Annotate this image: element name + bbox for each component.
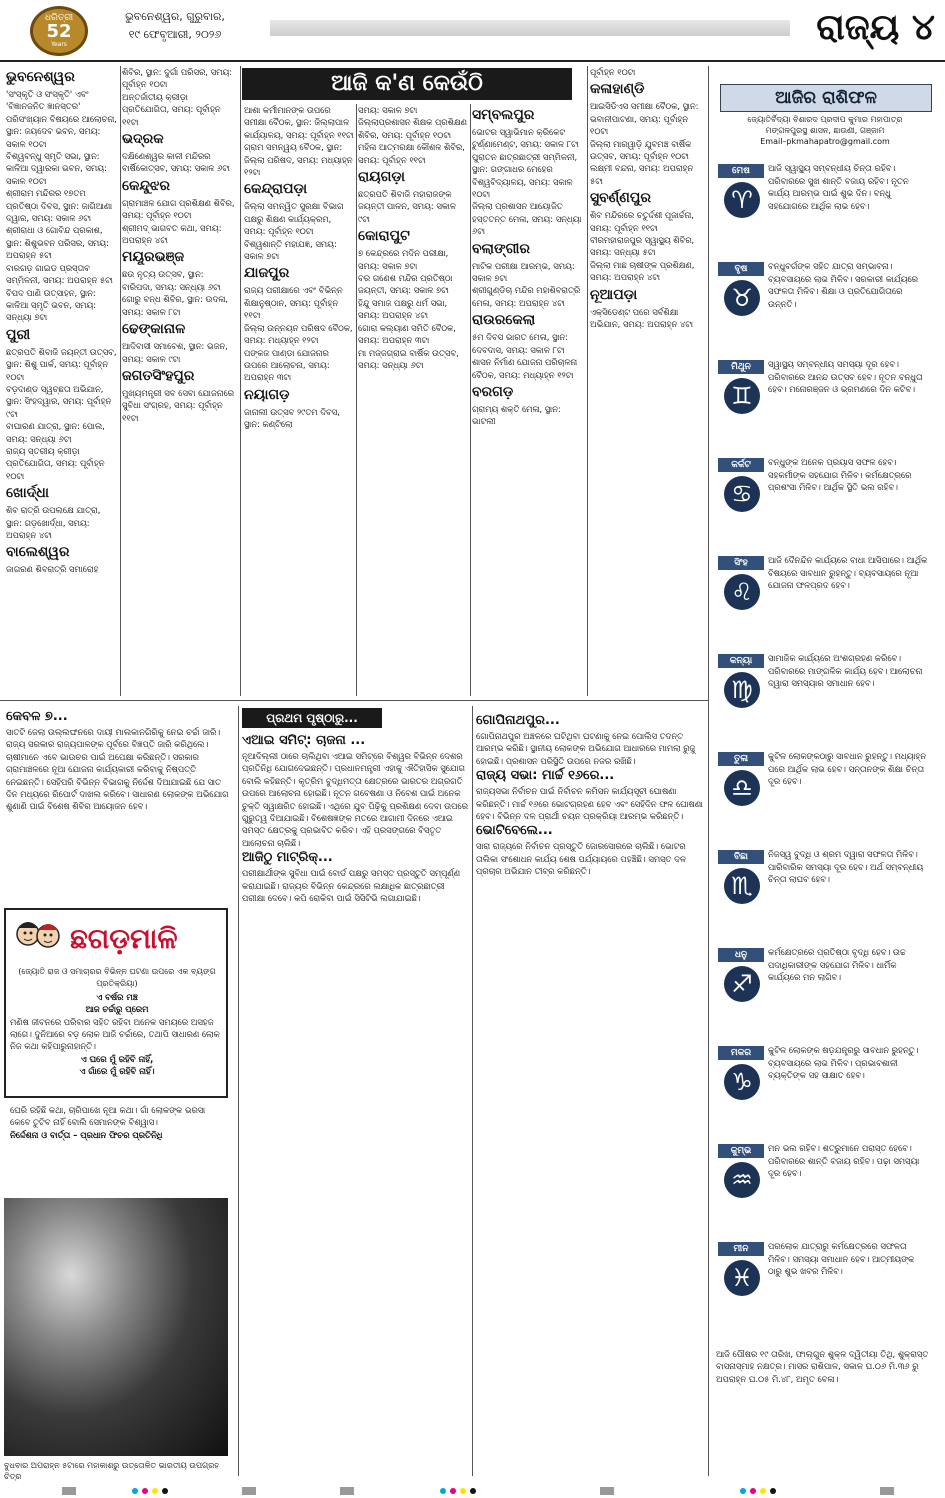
district-heading: ବଲାଙ୍ଗୀର [472, 240, 530, 257]
horoscope-sign [716, 454, 931, 546]
print-mark [600, 1487, 614, 1495]
story-matric-heading: ଆଜିଠୁ ମାଟ୍ରିକ୍... [242, 850, 333, 866]
district-heading: ବରଗଡ଼ [472, 383, 514, 400]
district-heading: ଯାଜପୁର [244, 265, 290, 282]
district-heading: ବାଲେଶ୍ୱର [6, 544, 70, 561]
event-item: ୭ କେନ୍ଦ୍ରରେ ମଦିନ ପରୀକ୍ଷା, ସମୟ: ସକାଳ ୭ଟା [358, 248, 449, 271]
column-divider [120, 66, 121, 696]
column-divider [238, 706, 239, 1476]
zodiac-icon: ♌ [724, 574, 760, 610]
event-item: ବୀରମହାରାଜପୁର ସ୍ୱାସ୍ଥ୍ୟ ଶିବିର, ସମୟ: ସନ୍ଧ୍ୟା ୫ଟା [590, 235, 695, 258]
zodiac-icon: ♓ [724, 1260, 760, 1296]
event-item: ଆଶା କର୍ମୀମାନଙ୍କ ଉପରେ ସମୀକ୍ଷା ବୈଠକ, ସ୍ଥାନ: ଜିଲ୍ଲାପାଳ କାର୍ଯ୍ୟାଳୟ, ସମୟ: ପୂର୍ବାହ୍ନ ୧୧ଟା [244, 105, 354, 140]
event-item: ବଡ଼ଦାଣ୍ଡ ସ୍ୱଚ୍ଛତା ଅଭିଯାନ, ସ୍ଥାନ: ସିଂହଦ୍ୱାର, ସମୟ: ପୂର୍ବାହ୍ନ ୯ଟା [6, 383, 112, 419]
sign-prediction: ମନ ଭଲ ରହିବ। ଶତ୍ରୁମାନେ ପରାସ୍ତ ହେବେ। ପରିବାରରେ ଶାନ୍ତି ବଜାୟ ରହିବ। ପଢ଼ା ସମସ୍ୟା ଦୂର ହେବ। [768, 1143, 920, 1178]
story-rajyasabha-heading: ରାଜ୍ୟ ସଭା: ମାର୍ଚ୍ଚ ୧୬ରେ... [476, 768, 615, 784]
sign-prediction: ବନ୍ଧୁବର୍ଗଙ୍କ ସହିତ ଯାତ୍ରା ସମ୍ଭାବନା। ବ୍ୟବସାୟରେ ଲାଭ ମିଳିବ। ସରକାରୀ କାର୍ଯ୍ୟରେ ସଫଳତା ମିଳିବ। ଶିକ୍ଷା ଓ ପ୍ରତିଯୋଗିତାରେ ଉନ୍ନତି। [768, 261, 919, 309]
event-item: ମା ମଜ୍ଜଗ୍ରାଇ ବାର୍ଷିକ ଉତ୍ସବ, ସମୟ: ସନ୍ଧ୍ୟା ୬ଟା [358, 347, 459, 370]
event-item: ଶ୍ରୀଗୁଣ୍ଡିଚା ମନ୍ଦିର ମହାଶିବରାତ୍ରି ମେଳା, ସମୟ: ଅପରାହ୍ନ ୪ଟା [472, 285, 581, 308]
event-item: ଭୋଟର ସ୍ୱାଭିମାନ କ୍ରିକେଟ ଟୁର୍ଣ୍ଣାମେଣ୍ଟ, ସମୟ: ସକାଳ ୮ଟା [472, 127, 579, 150]
event-item: ଜିଲ୍ଲା ପ୍ରଶାସନ ଆୟୋଜିତ ହସ୍ତତନ୍ତ ମେଳା, ସମୟ: ସନ୍ଧ୍ୟା ୬ଟା [472, 201, 582, 237]
print-mark [62, 1487, 76, 1495]
column-divider [470, 104, 471, 696]
dateline-date: ୧୯ ଫେବୃଆରୀ, ୨୦୨୬ [128, 28, 222, 41]
chhaga-continued [10, 1104, 228, 1192]
sign-name: ମିଥୁନ [718, 360, 764, 374]
story-kebala [6, 708, 234, 900]
print-mark-cyan [132, 1488, 138, 1494]
horoscope-title: ଆଜିର ରାଶିଫଳ [720, 84, 932, 112]
horoscope-sign [716, 944, 931, 1036]
zodiac-icon: ♏ [724, 868, 760, 904]
event-item: ଶ୍ରୀମଦ୍ ଭାଗବତ କଥା, ସମୟ: ଅପରାହ୍ନ ୪ଟା [122, 222, 222, 246]
story-kebala-text: ସାତଟି ଜେଲା ଉଲ୍ଲଙ୍ଘନରେ ଦାୟୀ ମାଲକାନଗିରିକୁ ନେଇ ଚର୍ଚ୍ଚା ଜାରି। ରାଜ୍ୟ ସରକାର ରାଜ୍ୟପାଳଙ୍କ ପୂର୍ବରେ ବିଜ୍ଞପ୍ତି ଜାରି କରିଥିଲେ। ଚାଷୀମାନେ ଏବେ ଭାଉଚର ପାଇଁ ଅପେକ୍ଷା କରିଛନ୍ତି। ସରକାର ଗ୍ରାମାଞ୍ଚଳରେ ନୂଆ ଯୋଜନା କାର୍ଯ୍ୟକାରୀ କରିବାକୁ ନିଷ୍ପତ୍ତି ନେଇଛନ୍ତି। ସେହିପରି ବିଭିନ୍ନ ବିଭାଗକୁ ନିର୍ଦ୍ଦେଶ ଦିଆଯାଇଛି ଯେ ସାତ ଦିନ ମଧ୍ୟରେ ରିପୋର୍ଟ ଦାଖଲ କରିବେ। ସାଧାରଣ ଲୋକଙ୍କ ଅଭିଯୋଗ ଶୁଣାଣି ପାଇଁ ବିଶେଷ ଶିବିର ଆୟୋଜନ ହେବ। [6, 727, 229, 812]
event-item: ପଙ୍କଜ ପାଣ୍ଡା ଯୋଜନାର ଉପରେ ଆଲୋଚନା, ସମୟ: ଅପରାହ୍ନ ୩ଟା [244, 347, 330, 383]
front-page-continued-banner: ପ୍ରଥମ ପୃଷ୍ଠାରୁ... [242, 708, 382, 728]
sign-name: ବୃଷ [718, 262, 764, 276]
sign-name: ମକର [718, 1046, 764, 1060]
event-item: ଗ୍ରାମ ସମନ୍ୱୟ ବୈଠକ, ସ୍ଥାନ: ଜିଲ୍ଲା ପରିଷଦ, ସମୟ: ମଧ୍ୟାହ୍ନ ୧୨ଟା [244, 142, 353, 178]
horoscope-sign [716, 1238, 931, 1330]
event-item: ଗ୍ରାମ୍ୟ ଶକ୍ତି ମେଳା, ସ୍ଥାନ: ଭାଟଲୀ [472, 403, 561, 427]
event-item: ଶିବିର, ସ୍ଥାନ: ଦୁର୍ଗା ପରିସର, ସମୟ: ପୂର୍ବାହ୍ନ ୧୦ଟା [122, 67, 233, 90]
event-item: ମାଟିକ ପରୀକ୍ଷା ଆରମ୍ଭ, ସମୟ: ସକାଳ ୭ଟା [472, 260, 575, 284]
chhaga-slogan: ଏ ଘରେ ମୁଁ ରହିବି ନାହିଁ, [80, 1053, 154, 1064]
district-heading: କଳାହାଣ୍ଡି [590, 81, 645, 98]
events-column-5 [472, 104, 584, 698]
event-item: ରାଜ୍ୟ ସ୍ତରୀୟ କ୍ରୀଡ଼ା ପ୍ରତିଯୋଗିତା, ସମୟ: ପୂର୍ବାହ୍ନ ୧୦ଟା [6, 445, 105, 481]
event-item: ଗ୍ରାମାଞ୍ଚଳ ଯୋଗ ପ୍ରଶିକ୍ଷଣ ଶିବିର, ସମୟ: ପୂର୍ବାହ୍ନ ୧୦ଟା [122, 197, 235, 221]
logo-text: ଧରିତ୍ରୀ [44, 13, 74, 23]
sign-prediction: କୁଟିଳ ଲୋକଙ୍କଠାରୁ ସାବଧାନ ରୁହନ୍ତୁ। ମଧ୍ୟାହ୍ନ ପରେ ଆର୍ଥିକ ଲାଭ ହେବ। ସନ୍ତାନଙ୍କ ଶିକ୍ଷା ଚିନ୍ତା ଦୂର ହେବ। [768, 751, 927, 786]
logo-number: 52 [46, 21, 72, 42]
district-heading: କେନ୍ଦୁଝର [122, 177, 171, 194]
zodiac-icon: ♋ [724, 476, 760, 512]
district-heading: ଖୋର୍ଦ୍ଧା [6, 485, 49, 502]
event-item: ଆଇସିଡିଏସ ସମୀକ୍ଷା ବୈଠକ, ସ୍ଥାନ: ଭବାନୀପାଟଣା, ସମୟ: ପୂର୍ବାହ୍ନ ୧୦ଟା [590, 101, 699, 137]
zodiac-icon: ♊ [724, 378, 760, 414]
district-heading: ଭୁବନେଶ୍ୱର [6, 69, 75, 85]
district-heading: ନୟାଗଡ଼ [244, 386, 290, 403]
district-heading: ରାଉରକେଲା [472, 312, 536, 329]
district-heading: ଢେଙ୍କାନାଳ [122, 321, 186, 338]
zodiac-icon: ♑ [724, 1064, 760, 1100]
horoscope-sign [716, 846, 931, 938]
chhaga-slogan: ଏ ଗାଁରେ ମୁଁ ରହିବି ନାହିଁ। [79, 1066, 155, 1077]
sign-name: ମେଷ [718, 164, 764, 178]
event-item: ମହିଳା ଆତ୍ମରକ୍ଷା କୌଶଳ ଶିବିର, ସମୟ: ପୂର୍ବାହ୍ନ ୧୧ଟା [358, 142, 465, 165]
logo-sub: Years [51, 41, 67, 48]
event-item: 'ସଂସ୍କୃତି ଓ ସଂସ୍କୃତି' ଏବଂ 'ବିଜ୍ଞାନଜନିତ ଜ୍ଞାନସ୍ତର' ପରିସଂଖ୍ୟାନ ବିଷୟରେ ଆଲୋଚନା, ସ୍ଥାନ: ଜୟଦେବ ଭବନ, ସମୟ: ସକାଳ ୧୦ଟା [6, 89, 117, 149]
print-mark-black [470, 1488, 476, 1494]
events-column-4 [358, 104, 468, 698]
event-item: ପୁରାତନ ଛାତ୍ରଛାତ୍ରୀ ସମ୍ମିଳନୀ, ସ୍ଥାନ: ଗଙ୍ଗାଧର ମେହେର ବିଶ୍ୱବିଦ୍ୟାଳୟ, ସମୟ: ସକାଳ ୧୦ଟା [472, 151, 578, 200]
events-banner: ଆଜି କ'ଣ କେଉଁଠି [242, 68, 572, 100]
district-heading: ନୂଆପଡ଼ା [590, 286, 638, 303]
event-item: ଶିବ ମନ୍ଦିରରେ ଚତୁର୍ଦ୍ଦଶୀ ପୂଜାର୍ଚ୍ଚନା, ସମୟ: ପୂର୍ବାହ୍ନ ୧୧ଟା [590, 210, 694, 233]
events-column-6 [590, 66, 700, 698]
event-item: ବାରଗଡ଼ ଗାଇଡ ପ୍ରସ୍ତାବ ସମ୍ମିଳନୀ, ସମୟ: ଅପରାହ୍ନ ୫ଟା [6, 262, 113, 286]
chhaga-mali-content [10, 966, 224, 1092]
cartoon-faces-icon [12, 914, 66, 962]
story-ai-heading: ଏଆଇ ସମିଟ୍: ଚାଜନା ... [242, 733, 366, 748]
print-mark-magenta [750, 1488, 756, 1494]
chhaga-line: ଏ ବର୍ଷର ମଞ୍ଚ [96, 991, 138, 1002]
print-mark-yellow [760, 1488, 766, 1494]
header-band [270, 20, 790, 36]
sign-name: କୁମ୍ଭ [718, 1144, 764, 1158]
event-item: ଜାଗରଣ ଶିବରାତ୍ରି ସମାରୋହ [6, 564, 99, 575]
chhaga-intro: (ଜ୍ୟୋତି ରାଜ ଓ ସମାଚାରର ବିଭିନ୍ନ ଘଟଣା ଉପରେ ଏକ ବ୍ୟଙ୍ଗ ପ୍ରତିକ୍ରିୟା) [18, 967, 216, 989]
sign-prediction: ନିଜସ୍ୱ ବୁଦ୍ଧି ଓ ଶ୍ରମ ଦ୍ୱାରା ସଫଳତା ମିଳିବ। ପାରିବାରିକ ସମସ୍ୟା ଦୂର ହେବ। ଅର୍ଥ ସମ୍ବନ୍ଧୀୟ ଚିନ୍ତା ଲାଘବ ହେବ। [768, 849, 924, 884]
sign-prediction: ସାମାଜିକ କାର୍ଯ୍ୟରେ ଅଂଶଗ୍ରହଣ କରିବେ। ପରିବାରରେ ମାଙ୍ଗଳିକ କାର୍ଯ୍ୟ ହେବ। ଆଲୋଚନା ଦ୍ୱାରା ସମସ୍ୟାର ସମାଧାନ ହେବ। [768, 653, 923, 688]
event-item: ଛତ୍ରପତି ଶିବାଜି ଜୟନ୍ତୀ ଉତ୍ସବ, ସ୍ଥାନ: ଶିଶୁ ପାର୍କ, ସମୟ: ପୂର୍ବାହ୍ନ ୧୦ଟା [6, 346, 117, 382]
sign-prediction: କର୍ମକ୍ଷେତ୍ରରେ ପ୍ରତିଷ୍ଠା ବୃଦ୍ଧି ହେବ। ଉଚ୍ଚ ପଦାଧିକାରୀଙ୍କ ସହଯୋଗ ମିଳିବ। ଧାର୍ମିକ କାର୍ଯ୍ୟରେ ମନ ଲାଗିବ। [768, 947, 906, 982]
story-gopinathpur-heading: ଗୋପିନାଥପୁର... [476, 713, 560, 728]
event-item: ଜିଲ୍ଲା ସମନ୍ୱିତ ସୁରକ୍ଷା ବିଭାଗ ପକ୍ଷରୁ ଶିକ୍ଷଣ କାର୍ଯ୍ୟକ୍ରମ, ସମୟ: ପୂର୍ବାହ୍ନ ୧୦ଟା [244, 201, 344, 237]
zodiac-icon: ♍ [724, 672, 760, 708]
newspaper-logo [30, 6, 88, 56]
print-mark-yellow [460, 1488, 466, 1494]
story-vote-heading: ଭୋଟିବେଲେ... [476, 823, 553, 839]
print-mark-cyan [740, 1488, 746, 1494]
satellite-caption: ବୁଧବାର ଅପରାହ୍ନ ୫ଟାରେ ମହାକାଶରୁ ଉତ୍ତୋଳିତ ଭାରତୀୟ ଉପଗ୍ରହ ଚିତ୍ର [4, 1461, 219, 1481]
zodiac-icon: ♐ [724, 966, 760, 1002]
event-item: ଛତ୍ରପତି ଶିବାଜି ମହାରାଜଙ୍କ ଜୟନ୍ତୀ ପାଳନ, ସମୟ: ସକାଳ ୯ଟା [358, 189, 456, 224]
satellite-image [4, 1198, 228, 1456]
event-item: ବିଶ୍ୱବନ୍ଧୁ ସ୍ମୃତି ସଭା, ସ୍ଥାନ: କାଳିଆ ଦ୍ୱାରକା ଭବନ, ସମୟ: ସକାଳ ୧୦ଟା [6, 151, 107, 186]
event-item: ବିଶ୍ୱଶାନ୍ତି ମହାଯଜ୍ଞ, ସମୟ: ସକାଳ ୭ଟା [244, 238, 337, 262]
event-item: ଜିଲ୍ଲାପ୍ରଶାସନ ଶିକ୍ଷକ ପ୍ରଶିକ୍ଷଣ ଶିବିର, ସମୟ: ପୂର୍ବାହ୍ନ ୧୦ଟା [358, 117, 467, 140]
horoscope-email: Email–pkmahapatro@gmail.com [760, 137, 890, 146]
sign-prediction: ସ୍ୱାସ୍ଥ୍ୟ ସମ୍ବନ୍ଧୀୟ ସମସ୍ୟା ଦୂର ହେବ। ପରିବାରରେ ଆନନ୍ଦ ଉତ୍ସବ ହେବ। ନୂତନ ବନ୍ଧୁତା ହେବ। ମନୋରଞ୍ଜନ ଓ ଭ୍ରମଣରେ ଦିନ କଟିବ। [768, 359, 923, 394]
print-mark [340, 1487, 354, 1495]
event-item: ୫ମ ଦିବସ ଭାରତ ମେଳା, ସ୍ଥାନ: ଦେବଦାସ, ସମୟ: ସକାଳ ୮ଟା [472, 332, 568, 355]
event-item: ଦକ୍ଷିଣେଶ୍ୱର କାଳୀ ମନ୍ଦିରର ବାର୍ଷିକୋତ୍ସବ, ସମୟ: ସକାଳ ୬ଟା [122, 151, 230, 174]
sign-name: ତୁଳା [718, 752, 764, 766]
chhaga-body: ମଣିଷ ଜୀବନରେ ପରିବାର ସହିତ ରହିବା ଅନେକ ସମୟରେ ଅସହଜ ଲାଗେ। ଦୁନିଆରେ ବଡ଼ ଲୋକ ଆଜି ଚର୍ଚ୍ଚାରେ, ତଥାପି ସାଧାରଣ ଲୋକ ନିଜ କଥା କହିପାରୁନାହାନ୍ତି। [10, 1016, 220, 1052]
chhaga-body2: ଘେରି ରହିଛି କଥା, ଚାରିପାଖେ ନୂଆ କଥା। ଗାଁ ଲୋକଙ୍କ ଭରସା କେବେ ତୁଟିବ ନାହିଁ ବୋଲି ସେମାନଙ୍କ ବିଶ୍ୱାସ। [10, 1105, 206, 1128]
print-mark [242, 1487, 256, 1495]
event-item: ଗୋରା କଲ୍ୟାଣ ସମିତି ବୈଠକ, ସମୟ: ଅପରାହ୍ନ ୩ଟା [358, 322, 456, 346]
horoscope-byline [720, 114, 930, 147]
sign-name: ସିଂହ [718, 556, 764, 570]
column-divider [587, 66, 588, 696]
event-item: ଜିଲ୍ଲା ମାରୱାଡ଼ି ଯୁବମଞ୍ଚ ବାର୍ଷିକ ଉତ୍ସବ, ସମୟ: ପୂର୍ବାହ୍ନ ୧୦ଟା [590, 138, 692, 162]
district-heading: ମୟୂରଭଞ୍ଜ [122, 249, 185, 266]
story-rajyasabha-text: ରାଜ୍ୟସଭା ନିର୍ବାଚନ ପାଇଁ ନିର୍ବାଚନ କମିସନ କାର୍ଯ୍ୟସୂଚୀ ଘୋଷଣା କରିଛନ୍ତି। ମାର୍ଚ୍ଚ ୧୬ରେ ଭୋଟଗ୍ରହଣ ହେବ ଏବଂ ସେହିଦିନ ଫଳ ଘୋଷଣା ହେବ। ବିଭିନ୍ନ ଦଳ ପ୍ରାର୍ଥୀ ଚୟନ ପ୍ରକ୍ରିୟା ଆରମ୍ଭ କରିଛନ୍ତି। [476, 786, 703, 822]
header-rule [0, 60, 945, 62]
horoscope-sign [716, 1140, 931, 1232]
sign-prediction: ବନ୍ଧୁଙ୍କ ଅନେକ ପ୍ରୟାସ ସଫଳ ହେବ। ସହକର୍ମୀଙ୍କ ସହଯୋଗ ମିଳିବ। କର୍ମକ୍ଷେତ୍ରରେ ପ୍ରଶଂସା ମିଳିବ। ଆର୍ଥିକ ସ୍ଥିତି ଭଲ ରହିବ। [768, 457, 912, 492]
story-column-b [476, 712, 704, 1476]
district-heading: ଭଦ୍ରକ [122, 131, 164, 148]
story-vote-text: ସାରା ରାଜ୍ୟରେ ନିର୍ବାଚନ ପ୍ରସ୍ତୁତି ଜୋରସୋରରେ ଚାଲିଛି। ଭୋଟର ତାଲିକା ସଂଶୋଧନ କାର୍ଯ୍ୟ ଶେଷ ପର୍ଯ୍ୟାୟରେ ପହଞ୍ଚିଛି। ସମସ୍ତ ଦଳ ପ୍ରଚାର ଅଭିଯାନ ତୀବ୍ର କରିଛନ୍ତି। [476, 841, 686, 877]
event-item: ମୁଖ୍ୟମନ୍ତ୍ରୀ ସବ ସେବା ଯୋଜନାରେ ସୁବିଧା ସଂଗ୍ରହ, ସମୟ: ପୂର୍ବାହ୍ନ ୧୧ଟା [122, 387, 235, 423]
horoscope-sign [716, 552, 931, 644]
section-rule [0, 700, 708, 701]
event-item: ଲକ୍ଷ୍ମୀ ବନ୍ଦନା, ସମୟ: ଅପରାହ୍ନ ୫ଟା [590, 163, 694, 186]
print-mark-black [770, 1488, 776, 1494]
print-mark-black [162, 1488, 168, 1494]
column-divider [240, 66, 241, 696]
chhaga-mali-title: ଛଗଡ଼ମାଳି [70, 922, 178, 955]
horoscope-author: ଜ୍ୟୋତିର୍ବିଦ୍ୟା ବିଶାରଦ ପ୍ରଦୀପ କୁମାର ମହାପାତ୍ର [747, 115, 903, 124]
event-item: ଶ୍ରୀରାଧା ଓ ଗୋବିନ୍ଦ ପ୍ରକାଶ, ସ୍ଥାନ: ଶିଶୁଭବନ ପରିସର, ସମୟ: ଅପରାହ୍ନ ୫ଟା [6, 225, 109, 261]
event-item: ଗୋରୁ ବନ୍ଧ ଶିବିର, ସ୍ଥାନ: ଉଦଳା, ସମୟ: ସକାଳ ୮ଟା [122, 294, 228, 317]
zodiac-icon: ♒ [724, 1162, 760, 1198]
event-item: ଶାସନ ନିର୍ମାଣ ଯୋଜନା ପରିଚାଳନା ବୈଠକ, ସମୟ: ମଧ୍ୟାହ୍ନ ୧୨ଟା [472, 357, 578, 380]
district-heading: କୋରାପୁଟ [358, 228, 410, 245]
horoscope-sign [716, 1042, 931, 1134]
print-mark-magenta [450, 1488, 456, 1494]
dateline-city-day: ଭୁବନେଶ୍ୱର, ଗୁରୁବାର, [125, 10, 225, 23]
event-item: ଜିଲ୍ଲା ମାଛ ଚାଷୀଙ୍କ ପ୍ରଶିକ୍ଷଣ, ସମୟ: ଅପରାହ୍ନ ୪ଟା [590, 259, 695, 283]
column-divider [708, 66, 709, 1476]
page-section-title: ରାଜ୍ୟ ୪ [816, 7, 935, 48]
event-item: ଶିବ ରାତ୍ରି ଉପଲକ୍ଷେ ଯାତ୍ରା, ସ୍ଥାନ: ଗଡ଼ଖୋର୍ଦ୍ଧା, ସମୟ: ଅପରାହ୍ନ ୪ଟା [6, 505, 101, 540]
sign-name: ବିଛା [718, 850, 764, 864]
sign-prediction: ପରଲୋକ ଯାତ୍ରାରୁ କର୍ମକ୍ଷେତ୍ରରେ ସଫଳତା ମିଳିବ। ସମସ୍ୟା ସମାଧାନ ହେବ। ଆତ୍ମୀୟଙ୍କ ଠାରୁ ଶୁଭ ଖବର ମିଳିବ। [768, 1241, 915, 1276]
district-heading: ରାୟଗଡ଼ା [358, 169, 405, 186]
chhaga-line: ଆଜ ଚର୍ଚ୍ଚାରୁ ପ୍ରେମ [85, 1004, 149, 1015]
zodiac-icon: ♎ [724, 770, 760, 806]
sign-name: କର୍କଟ [718, 458, 764, 472]
print-mark-cyan [440, 1488, 446, 1494]
chhaga-credit: ନିର୍ଦ୍ଦେଶନା ଓ ବାର୍ତ୍ତା – ପ୍ରଧାନ ଫିଚର ପ୍ରତିନିଧି [10, 1129, 163, 1140]
sign-prediction: ଆଜି ସ୍ୱାସ୍ଥ୍ୟ ସମ୍ବନ୍ଧୀୟ ଚିନ୍ତା ରହିବ। ପରିବାରରେ ସୁଖ ଶାନ୍ତି ବଜାୟ ରହିବ। ନୂତନ କାର୍ଯ୍ୟ ଆରମ୍ଭ ପାଇଁ ଶୁଭ ଦିନ। ବନ୍ଧୁ ସହଯୋଗରେ ଆର୍ଥିକ ଲାଭ ହେବ। [768, 163, 909, 211]
zodiac-icon: ♈ [724, 182, 760, 218]
story-ai-text: ନୂଆଦିଲ୍ଲୀ ଠାରେ ଚାଲିଥିବା ଏଆଇ ସମିଟ୍‌ରେ ବିଶ୍ୱର ବିଭିନ୍ନ ଦେଶର ପ୍ରତିନିଧି ଯୋଗଦେଇଛନ୍ତି। ପ୍ରଧାନମନ୍ତ୍ରୀ ଏହାକୁ ଐତିହାସିକ ସୁଯୋଗ ବୋଲି କହିଛନ୍ତି। କୃତ୍ରିମ ବୁଦ୍ଧିମତ୍ତା କ୍ଷେତ୍ରରେ ଭାରତର ଅଗ୍ରଗତି ଉପରେ ଆଲୋଚନା ହୋଇଛି। ନୂତନ ଗବେଷଣା ଓ ନିବେଶ ପାଇଁ ଅନେକ ଚୁକ୍ତି ସ୍ୱାକ୍ଷରିତ ହୋଇଛି। ଏଥିରେ ଯୁବ ପିଢ଼ିକୁ ପ୍ରଶିକ୍ଷଣ ଦେବା ଉପରେ ଗୁରୁତ୍ୱ ଦିଆଯାଇଛି। ବିଶେଷଜ୍ଞଙ୍କ ମତରେ ଆଗାମୀ ଦିନରେ ଏଆଇ ସମସ୍ତ କ୍ଷେତ୍ରକୁ ପ୍ରଭାବିତ କରିବ। ଏହି ପ୍ରସଙ୍ଗରେ ବିସ୍ତୃତ ଆଲୋଚନା ଚାଲିଛି। [242, 751, 468, 848]
events-column-2 [122, 66, 236, 698]
district-heading: ସୁବର୍ଣ୍ଣପୁର [590, 190, 651, 207]
sign-name: କନ୍ୟା [718, 654, 764, 668]
dateline [100, 8, 250, 44]
event-item: ଅନ୍ତର୍ଜାତୀୟ କ୍ରୀଡ଼ା ପ୍ରତିଯୋଗିତା, ସମୟ: ପୂର୍ବାହ୍ନ ୧୧ଟା [122, 91, 221, 127]
horoscope-sign [716, 650, 931, 742]
event-item: ବର ଗଣେଶ ମନ୍ଦିର ପ୍ରତିଷ୍ଠା ଜୟନ୍ତୀ, ସମୟ: ସକାଳ ୭ଟା [358, 273, 453, 296]
events-column-3 [244, 104, 354, 698]
district-heading: ଜଗତସିଂହପୁର [122, 367, 195, 384]
event-item: ପୂର୍ବାହ୍ନ ୧୦ଟା [590, 67, 636, 77]
story-gopinathpur-text: ଗୋପିନାଥପୁର ଅଞ୍ଚଳରେ ଘଟିଥିବା ଘଟଣାକୁ ନେଇ ପୋଲିସ ତଦନ୍ତ ଆରମ୍ଭ କରିଛି। ସ୍ଥାନୀୟ ଲୋକଙ୍କ ଅଭିଯୋଗ ଆଧାରରେ ମାମଲା ରୁଜୁ ହୋଇଛି। ପ୍ରଶାସନ ପରିସ୍ଥିତି ଉପରେ ନଜର ରଖିଛି। [476, 731, 696, 766]
horoscope-sign [716, 748, 931, 840]
print-mark [880, 1487, 894, 1495]
sign-name: ମୀନ [718, 1242, 764, 1256]
event-item: ଜାନାଲୀ ଉତ୍ସବ ୨୯ତମ ଦିବସ, ସ୍ଥାନ: କଣ୍ଟିଲୋ [244, 406, 340, 430]
event-item: ଛଉ ନୃତ୍ୟ ଉତ୍ସବ, ସ୍ଥାନ: ବାରିପଦା, ସମୟ: ସନ୍ଧ୍ୟା ୬ଟା [122, 269, 221, 292]
story-matric-text: ପରୀକ୍ଷାର୍ଥୀଙ୍କ ସୁବିଧା ପାଇଁ ବୋର୍ଡ ପକ୍ଷରୁ ସମସ୍ତ ପ୍ରସ୍ତୁତି ସମ୍ପୂର୍ଣ୍ଣ କରାଯାଇଛି। ରାଜ୍ୟର ବିଭିନ୍ନ କେନ୍ଦ୍ରରେ ଲକ୍ଷାଧିକ ଛାତ୍ରଛାତ୍ରୀ ପରୀକ୍ଷା ଦେବେ। କପି ରୋକିବା ପାଇଁ ସିସିଟିଭି ଲଗାଯାଇଛି। [242, 868, 461, 904]
event-item: ଶ୍ରୀରାମ ମନ୍ଦିରର ୧୭ତମ ପ୍ରତିଷ୍ଠା ଦିବସ, ସ୍ଥାନ: ଜାଗିଆଣା ଦ୍ୱାର, ସମୟ: ସକାଳ ୬ଟା [6, 188, 113, 224]
sign-prediction: କୁଟିଳ ଲୋକଙ୍କ ଷଡ଼ଯନ୍ତ୍ରରୁ ସାବଧାନ ରୁହନ୍ତୁ। ବ୍ୟବସାୟରେ ଲାଭ ମିଳିବ। ପ୍ରଭାବଶାଳୀ ବ୍ୟକ୍ତିଙ୍କ ସହ ସାକ୍ଷାତ ହେବ। [768, 1045, 919, 1080]
horoscope-sign [716, 356, 931, 448]
event-item: ରାଜ୍ୟ ପରୀକ୍ଷାରେ ଏବଂ ବିଭିନ୍ନ ଶିକ୍ଷାନୁଷ୍ଠାନ, ସମୟ: ପୂର୍ବାହ୍ନ ୧୧ଟା [244, 285, 343, 321]
story-column-a [242, 732, 468, 1476]
column-divider [356, 104, 357, 696]
column-divider [472, 706, 473, 1476]
print-mark-yellow [152, 1488, 158, 1494]
horoscope-place: ମଙ୍ଗଳପୁରସ୍ଥ ଶାସନ, ଛାଉଣୀ, ଗଞ୍ଜାମ [765, 126, 885, 135]
zodiac-icon: ♉ [724, 280, 760, 316]
horoscope-sign [716, 160, 931, 252]
event-item: ଆଦିବାସୀ ସମାବେଶ, ସ୍ଥାନ: ଭଜନ, ସମୟ: ସକାଳ ୯ଟା [122, 341, 228, 364]
sign-name: ଧନୁ [718, 948, 764, 962]
print-mark-magenta [142, 1488, 148, 1494]
district-heading: ସମ୍ବଲପୁର [472, 107, 535, 123]
district-heading: ପୁରୀ [6, 326, 31, 343]
panjika-text: ଆଜି ପୌଷର ୧୯ ତାରିଖ, ଫାଲ୍‌ଗୁନ ଶୁକ୍ଳ ଦ୍ୱିତୀୟା ତିଥି, ଶୁକ୍ରାସ୍ତ ବାସନାସ୍ମାହ ନକ୍ଷତ୍ର। ମାସର ରାଶିପାଳ, ସକାଳ ଘ.୦୬ ମି.୩୬ ରୁ ଅପରାହ୍ନ ଘ.୦୫ ମି.୪୮, ଅମୃତ ବେଳା। [716, 1349, 929, 1384]
sign-prediction: ଆଜି ଦୈନନ୍ଦିନ କାର୍ଯ୍ୟରେ ବାଧା ଆସିପାରେ। ଆର୍ଥିକ ବିଷୟରେ ସାବଧାନ ରୁହନ୍ତୁ। ବ୍ୟବସାୟରେ ନୂଆ ଯୋଜନା ଫଳପ୍ରଦ ହେବ। [768, 555, 928, 590]
district-heading: କେନ୍ଦ୍ରାପଡ଼ା [244, 181, 308, 198]
event-item: ହିନ୍ଦୁ ସମାଜ ପକ୍ଷରୁ ଧର୍ମ ସଭା, ସମୟ: ଅପରାହ୍ନ ୪ଟା [358, 297, 448, 321]
event-item: ବାଘାରଣ ଯାତ୍ରା, ସ୍ଥାନ: ପୋଲ, ସମୟ: ସନ୍ଧ୍ୟା ୬ଟା [6, 421, 105, 444]
event-item: ବିପଦ ପାଣି ଉତ୍ସାହନ, ସ୍ଥାନ: କାଳିଆ ସ୍ମୃତି ଭବନ, ସମୟ: ସନ୍ଧ୍ୟା ୭ଟା [6, 287, 97, 323]
event-item: ଏକ୍ସିଡେଣ୍ଟ ପରେ ସର୍ବଶିକ୍ଷା ଅଭିଯାନ, ସମୟ: ଅପରାହ୍ନ ୪ଟା [590, 306, 694, 330]
events-column-1 [6, 66, 118, 698]
event-item: ସମୟ: ସକାଳ ୭ଟା [358, 105, 418, 115]
story-kebala-heading: କେବଳ ୭... [6, 709, 68, 724]
horoscope-sign [716, 258, 931, 350]
event-item: ଜିଲ୍ଲା ଉନ୍ନୟନ ପରିଷଦ ବୈଠକ, ସମୟ: ମଧ୍ୟାହ୍ନ ୧୨ଟା [244, 322, 353, 346]
